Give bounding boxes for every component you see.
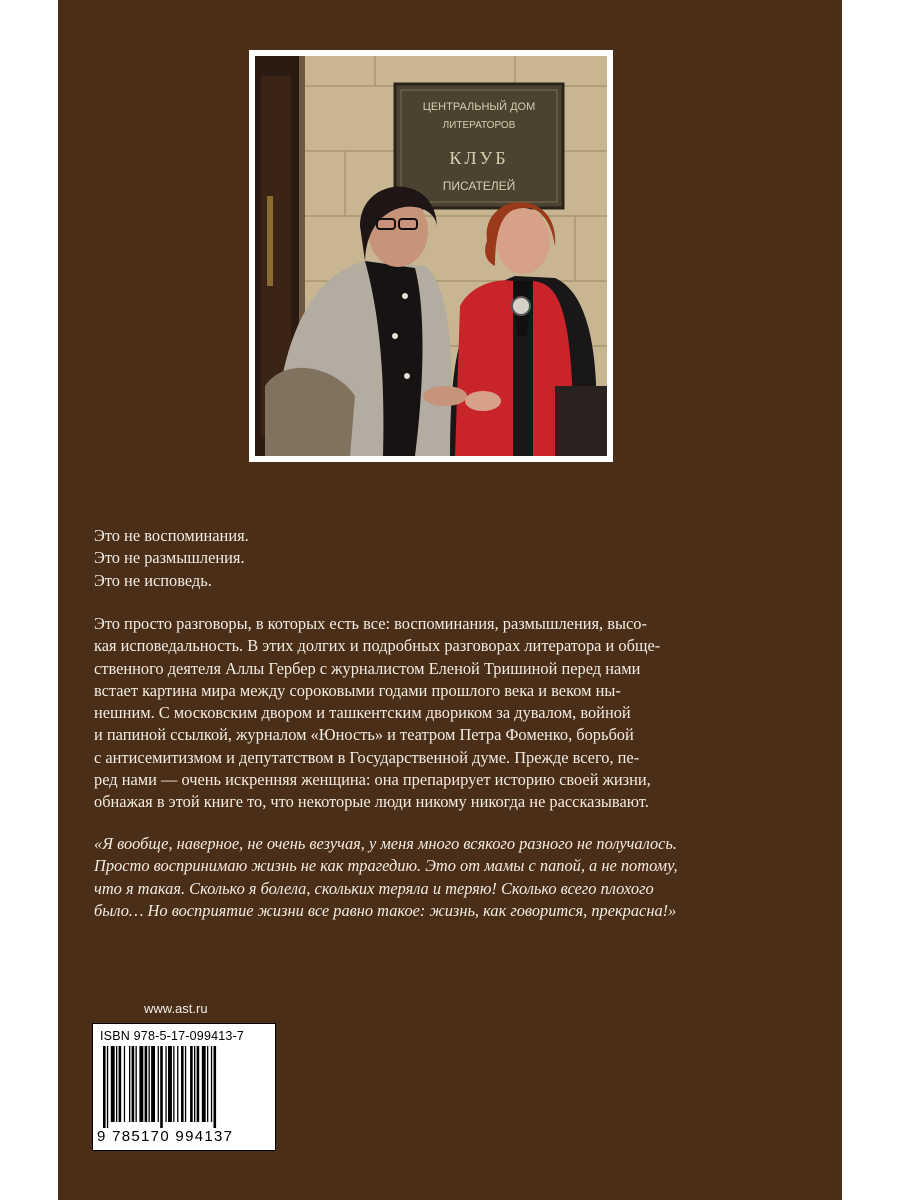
- paragraph-line: и папиной ссылкой, журналом «Юность» и театром Петра Фоменко, борьбой: [94, 725, 634, 745]
- book-back-cover: [58, 0, 842, 1200]
- plaque-line-2: ЛИТЕРАТОРОВ: [442, 120, 516, 131]
- barcode-digits: 9 785170 994137: [97, 1128, 234, 1145]
- intro-block: [94, 525, 766, 592]
- paragraph-line: с антисемитизмом и депутатством в Государственной думе. Прежде всего, пе-: [94, 747, 640, 767]
- quote-line: что я такая. Сколько я болела, скольких теряла и теряю! Сколько всего плохого: [94, 878, 654, 898]
- plaque-line-3: КЛУБ: [449, 148, 509, 168]
- paragraph-line: встает картина мира между сороковыми годами прошлого века и веком ны-: [94, 680, 621, 700]
- paragraph-line: нешним. С московским двором и ташкентским двориком за дувалом, войной: [94, 703, 631, 723]
- quote-line: Просто воспринимаю жизнь не как трагедию. Это от мамы с папой, а не потому,: [94, 856, 678, 876]
- description-paragraph: [94, 613, 766, 814]
- paragraph-line: кая исповедальность. В этих долгих и подробных разговорах литератора и обще-: [94, 636, 661, 656]
- intro-line: Это не размышления.: [94, 548, 245, 568]
- paragraph-line: ственного деятеля Аллы Гербер с журналистом Еленой Тришиной перед нами: [94, 658, 641, 678]
- paragraph-line: Это просто разговоры, в которых есть все: воспоминания, размышления, высо-: [94, 614, 647, 633]
- barcode-icon: [101, 1046, 269, 1128]
- photo-image: [255, 56, 607, 456]
- isbn-text: ISBN 978-5-17-099413-7: [100, 1029, 245, 1043]
- plaque-line-4: ПИСАТЕЛЕЙ: [442, 179, 516, 193]
- intro-line: Это не исповедь.: [94, 570, 212, 590]
- quote-line: «Я вообще, наверное, не очень везучая, у меня много всякого разного не получалось.: [94, 834, 677, 853]
- intro-line: Это не воспоминания.: [94, 526, 249, 545]
- author-photo: [249, 50, 613, 462]
- barcode-label: [92, 1023, 276, 1151]
- quote-line: было… Но восприятие жизни все равно такое: жизнь, как говорится, прекрасна!»: [94, 900, 677, 920]
- plaque-line-1: ЦЕНТРАЛЬНЫЙ ДОМ: [422, 101, 536, 113]
- quote-block: [94, 833, 766, 922]
- paragraph-line: обнажая в этой книге то, что некоторые люди никому никогда не рассказывают.: [94, 792, 649, 812]
- paragraph-line: ред нами — очень искренняя женщина: она препарирует историю своей жизни,: [94, 770, 651, 790]
- publisher-website: www.ast.ru: [144, 1001, 208, 1016]
